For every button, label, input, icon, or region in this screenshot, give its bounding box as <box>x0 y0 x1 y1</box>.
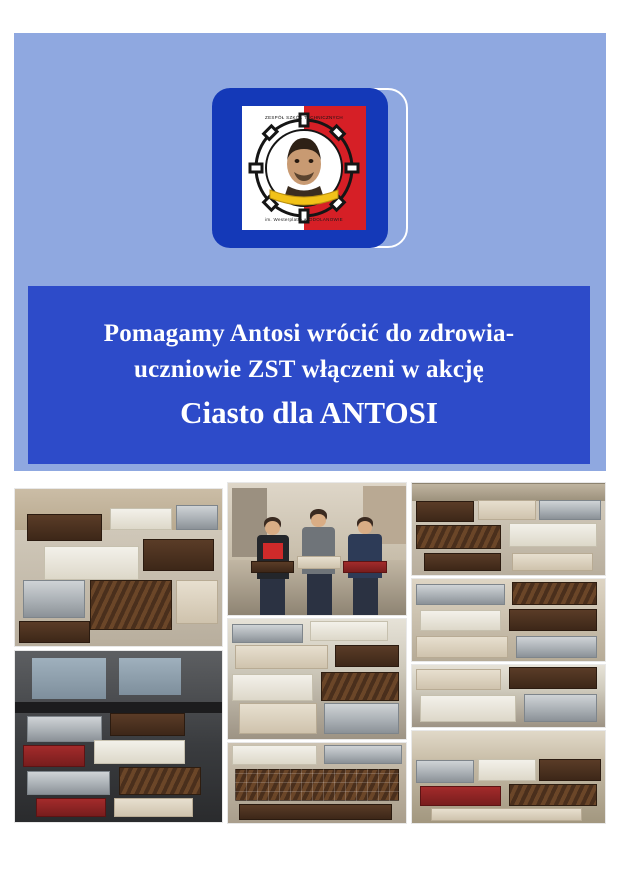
emblem-text-bottom: im. Westerplatte w ODOLANOWIE <box>265 217 343 222</box>
photo-8 <box>411 664 606 728</box>
photo-6 <box>411 482 606 576</box>
title-line-3: Ciasto dla ANTOSI <box>180 394 438 430</box>
logo-container <box>212 88 408 248</box>
photo-4 <box>227 618 407 740</box>
photo-5 <box>227 742 407 824</box>
photo-3 <box>227 482 407 616</box>
emblem-text-top: ZESPÓŁ SZKÓŁ TECHNICZNYCH <box>265 115 343 120</box>
photo-7 <box>411 578 606 662</box>
school-emblem-icon <box>242 106 366 230</box>
title-line-2: uczniowie ZST włączeni w akcję <box>134 356 484 384</box>
gear-icon <box>248 112 360 224</box>
photo-1 <box>14 488 223 647</box>
title-line-1: Pomagamy Antosi wrócić do zdrowia- <box>103 320 515 348</box>
title-band <box>28 286 590 464</box>
header-panel <box>14 33 606 471</box>
photo-9 <box>411 730 606 824</box>
photo-2 <box>14 650 223 823</box>
photo-collage <box>14 482 606 830</box>
